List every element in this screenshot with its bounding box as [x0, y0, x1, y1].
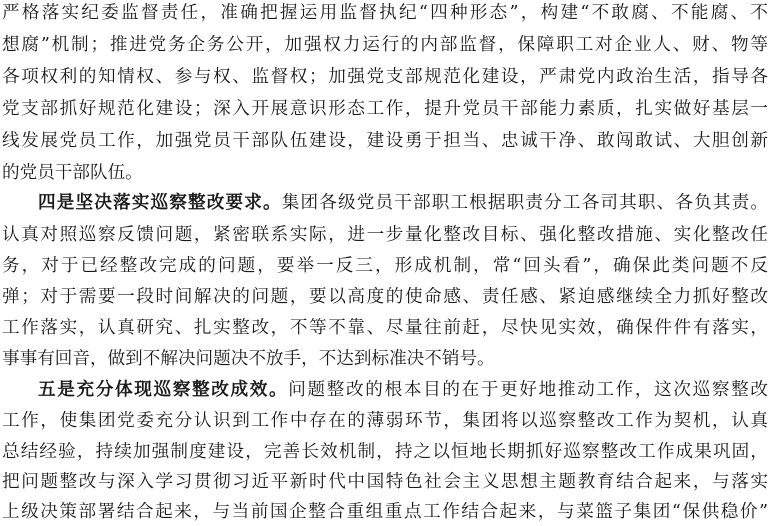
- paragraph-first-line: [38, 375, 768, 405]
- line-text: 想腐”机制；推进党务企务公开，加强权力运行的内部监督，保障职工对企业人、财、物等: [2, 35, 768, 55]
- line-text: 总结经验，持续加强制度建设，完善长效机制，持之以恒地长期抓好巡察整改工作成果巩固，: [2, 442, 768, 462]
- paragraph-heading: 四是坚决落实巡察整改要求。: [38, 192, 282, 213]
- text-line: [2, 126, 768, 156]
- text-line: [2, 94, 768, 124]
- text-line: [2, 62, 768, 92]
- text-line: [2, 0, 768, 28]
- line-text: 工作落实，认真研究、扎实整改，不等不靠、尽量往前赶，尽快见实效，确保件件有落实，: [2, 318, 768, 338]
- text-line: [2, 467, 768, 497]
- line-text: 问题整改的根本目的在于更好地推动工作，这次巡察整改: [288, 380, 768, 400]
- line-text: 工作，使集团党委充分认识到工作中存在的薄弱环节，集团将以巡察整改工作为契机，认真: [2, 411, 768, 431]
- text-line: [2, 344, 768, 374]
- line-text: 弹；对于需要一段时间解决的问题，要以高度的使命感、责任感、紧迫感继续全力抓好整改: [2, 287, 768, 307]
- line-text: 把问题整改与深入学习贯彻习近平新时代中国特色社会主义思想主题教育结合起来，与落实: [2, 472, 768, 492]
- line-text: 务，对于已经整改完成的问题，要举一反三，形成机制，常“回头看”，确保此类问题不反: [2, 256, 768, 276]
- line-text: 的党员干部队伍。: [2, 163, 143, 183]
- text-line: [2, 220, 768, 250]
- text-line: [2, 437, 768, 467]
- line-text: 事事有回音，做到不解决问题决不放手，不达到标准决不销号。: [2, 349, 495, 369]
- text-line: [2, 282, 768, 312]
- text-line: [2, 30, 768, 60]
- line-text: 认真对照巡察反馈问题，紧密联系实际，进一步量化整改目标、强化整改措施、实化整改任: [2, 225, 768, 245]
- text-line: [2, 313, 768, 343]
- text-line: [2, 406, 768, 436]
- line-text: 线发展党员工作，加强党员干部队伍建设，建设勇于担当、忠诚干净、敢闯敢试、大胆创新: [2, 131, 768, 151]
- line-text: 严格落实纪委监督责任，准确把握运用监督执纪“四种形态”，构建“不敢腐、不能腐、不: [2, 3, 768, 23]
- text-line: [2, 497, 768, 526]
- line-text: 党支部抓好规范化建设；深入开展意识形态工作，提升党员干部能力素质，扎实做好基层一: [2, 99, 768, 119]
- line-text: 上级决策部署结合起来，与当前国企整合重组重点工作结合起来，与菜篮子集团“保供稳价”: [2, 502, 768, 522]
- line-text: 集团各级党员干部职工根据职责分工各司其职、各负其责。: [281, 193, 768, 213]
- line-text: 各项权利的知情权、参与权、监督权；加强党支部规范化建设，严肃党内政治生活，指导各: [2, 67, 768, 87]
- text-line: [2, 158, 768, 188]
- paragraph-first-line: [38, 188, 768, 218]
- paragraph-heading: 五是充分体现巡察整改成效。: [38, 379, 289, 400]
- text-line: [2, 251, 768, 281]
